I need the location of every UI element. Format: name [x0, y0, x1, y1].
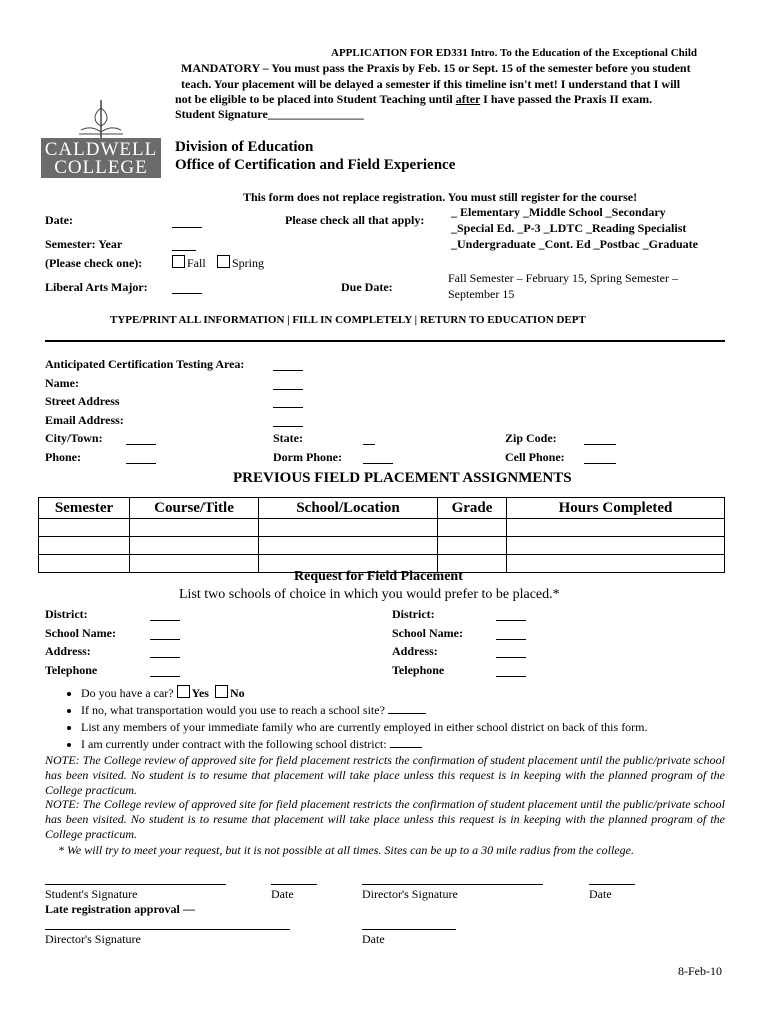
previous-placements-table	[38, 497, 725, 573]
district-label-2: District:	[392, 607, 435, 621]
late-director-signature-label: Director's Signature	[45, 932, 141, 946]
please-check-one-label: (Please check one):	[45, 256, 143, 270]
table-header-row	[39, 498, 725, 519]
district-label-1: District:	[45, 607, 88, 621]
cell-phone-label: Cell Phone:	[505, 450, 565, 464]
list-item: • If no, what transportation would you use to reach a school site?	[81, 702, 648, 719]
zip-label: Zip Code:	[505, 431, 557, 445]
school-name-field-2[interactable]	[496, 638, 526, 640]
address-label-2: Address:	[392, 644, 438, 658]
logo-line-1: CALDWELL	[44, 139, 158, 160]
state-field[interactable]	[363, 443, 375, 445]
address-field-2[interactable]	[496, 656, 526, 658]
previous-placements-title: PREVIOUS FIELD PLACEMENT ASSIGNMENTS	[233, 470, 572, 486]
director-signature-line[interactable]	[362, 884, 543, 885]
telephone-field-2[interactable]	[496, 675, 526, 677]
spring-checkbox[interactable]	[217, 255, 230, 268]
date-field[interactable]	[172, 226, 202, 228]
state-label: State:	[273, 431, 303, 445]
transportation-field[interactable]	[388, 712, 426, 714]
school-name-label-1: School Name:	[45, 626, 116, 640]
contract-field[interactable]	[390, 746, 422, 748]
column-header: Grade	[438, 498, 507, 519]
cell-phone-field[interactable]	[584, 462, 616, 464]
date-label-2: Date	[589, 887, 612, 901]
options-line-2[interactable]: _Special Ed. _P-3 _LDTC _Reading Specialist	[451, 221, 687, 235]
due-date-label: Due Date:	[341, 280, 393, 294]
dorm-phone-field[interactable]	[363, 462, 393, 464]
late-registration-label: Late registration approval —	[45, 902, 195, 916]
late-date-line[interactable]	[362, 929, 456, 930]
options-line-1[interactable]: _ Elementary _Middle School _Secondary	[451, 205, 666, 219]
column-header: Course/Title	[130, 498, 259, 519]
city-label: City/Town:	[45, 431, 103, 445]
street-field[interactable]	[273, 406, 303, 408]
note-2: NOTE: The College review of approved site for field placement restricts the confirmation of student placement until the public/private school has been visited. No student is to resume that placement will take place unless this request is in keeping with the planned program of the College practicum.	[45, 797, 725, 841]
address-label-1: Address:	[45, 644, 91, 658]
fall-checkbox[interactable]	[172, 255, 185, 268]
date-label-1: Date	[271, 887, 294, 901]
registration-note: This form does not replace registration. You must still register for the course!	[243, 190, 638, 204]
table-row[interactable]	[39, 519, 725, 537]
late-date-label: Date	[362, 932, 385, 946]
liberal-arts-label: Liberal Arts Major:	[45, 280, 148, 294]
due-date-line-2: September 15	[448, 287, 515, 301]
telephone-label-2: Telephone	[392, 663, 445, 677]
application-title: APPLICATION FOR ED331 Intro. To the Education of the Exceptional Child	[331, 47, 697, 59]
mandatory-line-3: not be eligible to be placed into Student Teaching until after I have passed the Praxis II exam.	[175, 92, 653, 106]
request-title: Request for Field Placement	[294, 569, 463, 584]
logo-line-2: COLLEGE	[54, 157, 148, 178]
college-logo	[41, 100, 161, 180]
table-row[interactable]	[39, 537, 725, 555]
disclaimer: * We will try to meet your request, but it is not possible at all times. Sites can be up to a 30 mile radius from the college.	[58, 843, 634, 857]
options-line-3[interactable]: _Undergraduate _Cont. Ed _Postbac _Graduate	[451, 237, 699, 251]
street-label: Street Address	[45, 394, 120, 408]
dorm-phone-label: Dorm Phone:	[273, 450, 342, 464]
date-line-2[interactable]	[589, 884, 635, 885]
director-signature-label: Director's Signature	[362, 887, 458, 901]
telephone-label-1: Telephone	[45, 663, 98, 677]
column-header: Semester	[39, 498, 130, 519]
mandatory-line-2: teach. Your placement will be delayed a semester if this timeline isn't met! I understand that I will	[181, 77, 681, 91]
telephone-field-1[interactable]	[150, 675, 180, 677]
divider	[45, 340, 725, 342]
spring-option[interactable]: Spring	[217, 255, 264, 271]
city-field[interactable]	[126, 443, 156, 445]
column-header: School/Location	[259, 498, 438, 519]
date-label: Date:	[45, 213, 73, 227]
no-checkbox[interactable]	[215, 685, 228, 698]
liberal-arts-field[interactable]	[172, 292, 202, 294]
column-header: Hours Completed	[507, 498, 725, 519]
address-field-1[interactable]	[150, 656, 180, 658]
request-subtitle: List two schools of choice in which you would prefer to be placed.*	[179, 587, 560, 602]
student-signature-praxis[interactable]: Student Signature________________	[175, 107, 364, 121]
phone-label: Phone:	[45, 450, 81, 464]
district-field-1[interactable]	[150, 619, 180, 621]
list-item: • I am currently under contract with the following school district:	[81, 736, 648, 753]
mandatory-line-1: MANDATORY – You must pass the Praxis by Feb. 15 or Sept. 15 of the semester before you student	[181, 61, 691, 75]
semester-year-label: Semester: Year	[45, 237, 123, 251]
name-field[interactable]	[273, 388, 303, 390]
cert-area-label: Anticipated Certification Testing Area:	[45, 357, 245, 371]
school-name-label-2: School Name:	[392, 626, 463, 640]
zip-field[interactable]	[584, 443, 616, 445]
date-line-1[interactable]	[271, 884, 317, 885]
footer-date: 8-Feb-10	[678, 964, 722, 978]
cert-area-field[interactable]	[273, 369, 303, 371]
phone-field[interactable]	[126, 462, 156, 464]
question-list	[45, 685, 648, 753]
student-signature-line[interactable]	[45, 884, 226, 885]
list-item: • Do you have a car? Yes No	[81, 685, 648, 702]
office-title: Office of Certification and Field Experience	[175, 157, 456, 173]
list-item: • List any members of your immediate family who are currently employed in either school district on back of this form.	[81, 719, 648, 736]
school-name-field-1[interactable]	[150, 638, 180, 640]
student-signature-label: Student's Signature	[45, 887, 138, 901]
check-all-label: Please check all that apply:	[285, 213, 425, 227]
fall-option[interactable]: Fall	[172, 255, 206, 271]
name-label: Name:	[45, 376, 79, 390]
due-date-line-1: Fall Semester – February 15, Spring Semester –	[448, 271, 678, 285]
district-field-2[interactable]	[496, 619, 526, 621]
late-director-signature-line[interactable]	[45, 929, 290, 930]
instruction-banner: TYPE/PRINT ALL INFORMATION | FILL IN COMPLETELY | RETURN TO EDUCATION DEPT	[110, 314, 586, 326]
email-field[interactable]	[273, 425, 303, 427]
division-title: Division of Education	[175, 139, 314, 155]
semester-year-field[interactable]	[172, 249, 196, 251]
note-1: NOTE: The College review of approved site for field placement restricts the confirmation of student placement until the public/private school has been visited. No student is to resume that placement will take place unless this request is in keeping with the planned program of the College practicum.	[45, 753, 725, 797]
email-label: Email Address:	[45, 413, 124, 427]
yes-checkbox[interactable]	[177, 685, 190, 698]
